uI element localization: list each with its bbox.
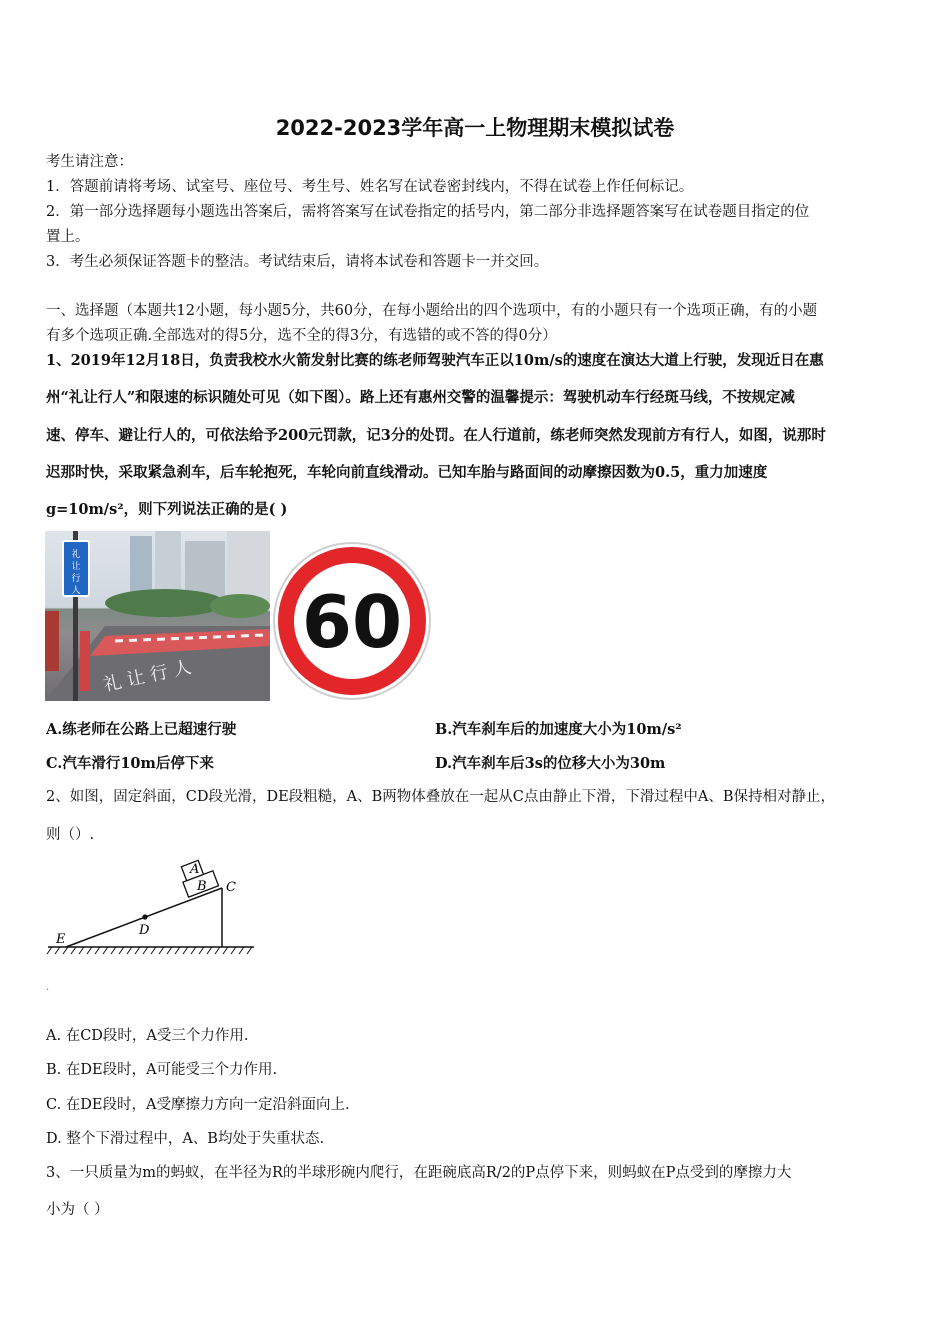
q2-option-b: B. 在DE段时，A可能受三个力作用. (46, 1062, 278, 1078)
q1-line-2: 州“礼让行人”和限速的标识随处可见（如下图）。路上还有惠州交警的温馨提示：驾驶机动车行经斑马线，不按规定减 (46, 389, 795, 406)
tree-right (210, 594, 270, 618)
notice-item-3: 3．考生必须保证答题卡的整洁。考试结束后，请将本试卷和答题卡一并交回。 (46, 254, 549, 270)
q2-option-d: D. 整个下滑过程中，A、B均处于失重状态. (46, 1131, 325, 1147)
tree-row (105, 589, 225, 617)
q1-line-3: 速、停车、避让行人的，可依法给予200元罚款，记3分的处罚。在人行道前，练老师突然发现前方有行人，如图，说那时 (46, 427, 826, 444)
q2-line-1: 2、如图，固定斜面，CD段光滑，DE段粗糙，A、B两物体叠放在一起从C点由静止下滑，下滑过程中A、B保持相对静止， (46, 789, 835, 805)
street-photo-drawing (45, 531, 270, 701)
q1-option-c: C.汽车滑行10m后停下来 (46, 755, 214, 772)
ground-hatch (47, 947, 252, 954)
street-photo (45, 531, 270, 701)
notice-heading: 考生请注意： (46, 154, 133, 170)
notice-item-2-cont: 置上。 (46, 229, 90, 245)
q1-option-a: A.练老师在公路上已超速行驶 (46, 721, 237, 738)
road-text: 礼 让 行 人 (101, 656, 194, 696)
sign-char-1: 礼 (71, 550, 81, 560)
sign-char-4: 人 (71, 586, 81, 596)
point-d (142, 914, 147, 919)
q1-option-b: B.汽车刹车后的加速度大小为10m/s² (435, 721, 682, 738)
barrier (80, 631, 90, 691)
label-e: E (56, 932, 66, 947)
label-d: D (139, 923, 150, 938)
sign-char-2: 让 (71, 562, 81, 572)
speed-limit-sign (272, 541, 432, 701)
label-a: A (190, 862, 200, 877)
notice-item-1: 1．答题前请将考场、试室号、座位号、考生号、姓名写在试卷密封线内，不得在试卷上作任何标记。 (46, 179, 694, 195)
q2-option-c: C. 在DE段时，A受摩擦力方向一定沿斜面向上. (46, 1097, 350, 1113)
pedestrian (45, 611, 59, 671)
incline-diagram (46, 855, 261, 965)
q1-line-5: g=10m/s²，则下列说法正确的是( ) (46, 501, 288, 518)
paragraph-mark: . (46, 982, 50, 993)
notice-item-2: 2．第一部分选择题每小题选出答案后，需将答案写在试卷指定的括号内，第二部分非选择题答案写在试卷题目指定的位 (46, 204, 810, 220)
q1-line-4: 迟那时快，采取紧急刹车，后车轮抱死，车轮向前直线滑动。已知车胎与路面间的动摩擦因数为0.5，重力加速度 (46, 464, 768, 481)
q2-option-a: A. 在CD段时，A受三个力作用. (46, 1028, 249, 1044)
q1-option-d: D.汽车刹车后3s的位移大小为30m (435, 755, 666, 772)
q1-line-1: 1、2019年12月18日，负责我校水火箭发射比赛的练老师驾驶汽车正以10m/s的速度在演达大道上行驶，发现近日在惠 (46, 352, 824, 369)
q3-line-2: 小为（ ） (46, 1202, 109, 1218)
sign-char-3: 行 (71, 574, 81, 584)
q2-line-2: 则（）. (46, 827, 95, 843)
q3-line-1: 3、一只质量为m的蚂蚁，在半径为R的半球形碗内爬行，在距碗底高R/2的P点停下来，则蚂蚁在P点受到的摩擦力大 (46, 1165, 792, 1181)
label-b: B (197, 879, 207, 894)
speed-limit-value: 60 (301, 580, 403, 664)
page-title: 2022-2023学年高一上物理期末模拟试卷 (275, 116, 675, 140)
section-intro-1: 一、选择题（本题共12小题，每小题5分，共60分，在每小题给出的四个选项中，有的小题只有一个选项正确，有的小题 (46, 303, 818, 319)
section-intro-2: 有多个选项正确.全部选对的得5分，选不全的得3分，有选错的或不答的得0分） (46, 328, 557, 344)
label-c: C (226, 880, 236, 895)
